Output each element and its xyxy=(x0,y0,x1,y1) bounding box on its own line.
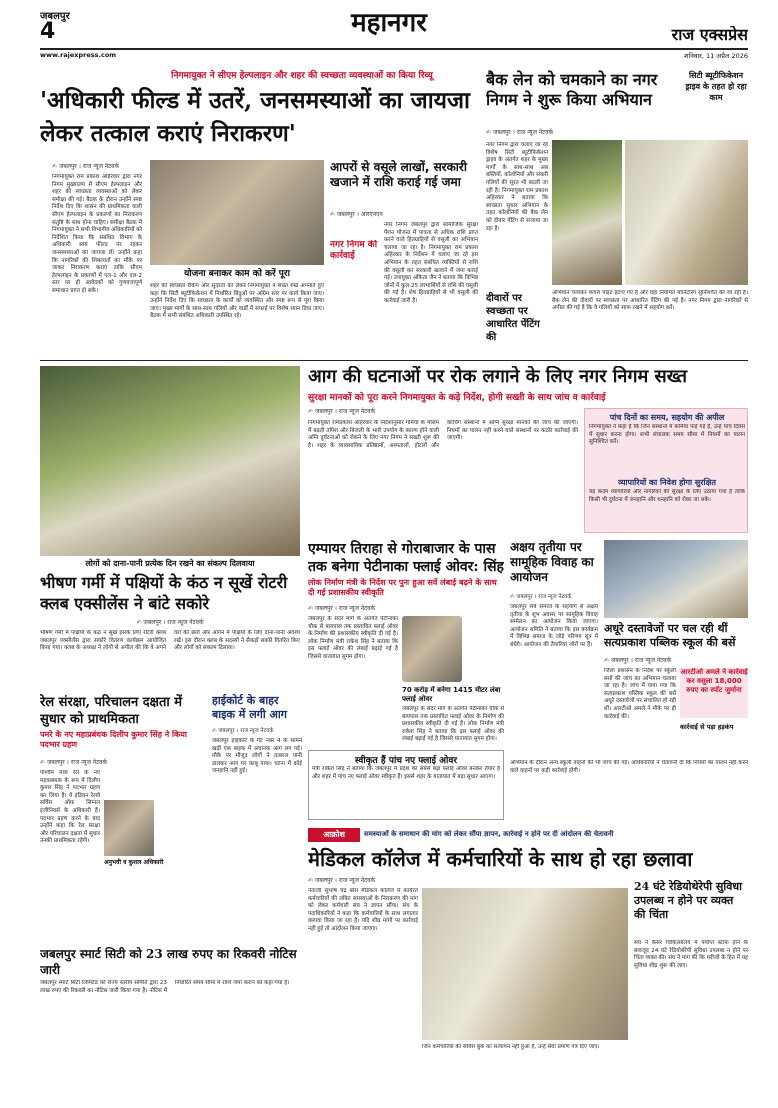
flyover-subhead: लोक निर्माण मंत्री के निर्देश पर पुनः हुआ सर्वे लंबाई बढ़ने के साथ दी गई प्रशासकीय स्वीकृति xyxy=(308,578,497,597)
lead-byline: ✍ जबलपुर । राज न्यूज नेटवर्क xyxy=(52,162,142,170)
wedding-byline: ✍ जबलपुर । राज न्यूज नेटवर्क xyxy=(510,592,598,600)
gm-caption: अनुभवी व कुशल अधिकारी xyxy=(104,859,164,866)
rail-body: पश्चिम मध्य रेल के नए महाप्रबंधक के रूप में दिलीप कुमार सिंह ने पदभार ग्रहण कर लिया है। वे इंडियन रेलवे सर्विस ऑफ सिग्नल इंजीनियर्स के अधिकारी हैं। पदभार ग्रहण करने के बाद उन्होंने कहा कि रेल संरक्षा और परिचालन दक्षता में सुधार उनकी प्राथमिकता रहेगी। xyxy=(40,770,100,845)
school-subhead-body: अभियान के दौरान अन्य स्कूली वाहनों की भी जांच की गई। अधिकारियों ने चेतावनी दी कि नियमों का पालन नहीं करने वाले वाहनों पर कड़ी कार्रवाई होगी। xyxy=(510,760,748,774)
birds-byline: ✍ जबलपुर । राज न्यूज नेटवर्क xyxy=(40,618,300,626)
minister-portrait xyxy=(402,616,462,682)
fire-box2-title: व्यापारियों का निवेश होगा सुरक्षित xyxy=(618,478,716,487)
gm-portrait xyxy=(104,800,154,856)
lead-caption-body: शहर की स्वच्छता रैंकिंग और सुंदरता को लेकर निगमायुक्त ने सख्त रुख अपनाते हुए कहा कि सिटी ब्यूटीफिकेशन में निर्धारित बिंदुओं पर अग्रिम स्तर पर कार्य किया जाए। उन्होंने निर्देश दिए कि स्वच्छता के कार्यों को व्यवस्थित और स्पष्ट रूप से पूरा किया जाए। मुख्य मार्गों के साथ-साथ गलियों और वार्डों में सफाई पर विशेष ध्यान दिया जाए। बैठक में सभी संबंधित अधिकारी उपस्थित रहे। xyxy=(150,283,324,320)
school-bus-photo xyxy=(604,540,748,618)
highcourt-headline: हाईकोर्ट के बाहर बाइक में लगी आग xyxy=(212,694,287,721)
highcourt-body: जबलपुर हाईकोर्ट के गेट नंबर 4 के सामने खड़ी एक बाइक में अचानक आग लग गई। मौके पर मौजूद लोगों ने तत्काल पानी डालकर आग पर काबू पाया। घटना में कोई जनहानि नहीं हुई। xyxy=(212,738,302,775)
medical-kicker-label: आक्रोश xyxy=(308,828,360,842)
tax-sidebar-label: नगर निगम की कार्रवाई xyxy=(330,240,378,261)
fire-box2-body: यह कदम व्यापारियों और नागरिकों की सुरक्षा के लिए उठाया गया है ताकि किसी भी दुर्घटना में जनहानि और धनहानि को रोका जा सके। xyxy=(589,489,745,503)
medical-body: नेताजी सुभाष चंद्र बोस मेडिकल कॉलेज में कार्यरत कर्मचारियों की लंबित समस्याओं के निराकरण की मांग को लेकर कर्मचारी संघ ने ज्ञापन सौंपा। संघ के पदाधिकारियों ने कहा कि कर्मचारियों के साथ लगातार छलावा किया जा रहा है। यदि शीघ्र मांगों पर कार्रवाई नहीं हुई तो आंदोलन किया जाएगा। xyxy=(308,888,418,932)
backlane-body: नगर निगम द्वारा चलाए जा रहे विशेष सिटी ब्यूटीफिकेशन ड्राइव के अंतर्गत शहर के मुख्य मार्गों के साथ-साथ अब बस्तियों, कॉलोनियों और संकरी गलियों की सूरत भी बदली जा रही है। निगमायुक्त राम प्रकाश अहिरवार ने बताया कि स्वच्छता सुधार अभियान के तहत कॉलोनियों की बैक लेन को दीवार पेंटिंग से सजाया जा रहा है। xyxy=(486,142,548,232)
medical-headline: मेडिकल कॉलेज में कर्मचारियों के साथ हो रहा छलावा xyxy=(308,847,693,871)
rail-subhead: पमरे के नए महाप्रबंधक दिलीप कुमार सिंह ने किया पदभार ग्रहण xyxy=(40,730,187,749)
lead-photo-caption: योजना बनाकर काम को करें पूरा xyxy=(184,269,290,279)
fire-info-box xyxy=(584,408,748,533)
backlane-photo-lane xyxy=(625,140,748,285)
medical-byline: ✍ जबलपुर । राज न्यूज नेटवर्क xyxy=(308,876,508,884)
school-byline: ✍ जबलपुर । राज न्यूज नेटवर्क xyxy=(604,656,748,664)
section-title: महानगर xyxy=(351,8,427,38)
tax-body: नगर निगम जबलपुर द्वारा सामाजिक सुरक्षा पेंशन योजना में पात्रता से अधिक राशि प्राप्त करने वाले हितग्राहियों से वसूली का अभियान चलाया जा रहा है। निगमायुक्त राम प्रकाश अहिरवार के निर्देशन में चलाए जा रहे इस अभियान के तहत संबंधित व्यक्तियों से राशि की वसूली कर सरकारी खजाने में जमा कराई गई। उपायुक्त अंकिता जैन ने बताया कि विभिन्न जोनों में कुल 25 लाभार्थियों से राशि की वसूली की गई है। शेष हितग्राहियों से भी वसूली की कार्रवाई जारी है। xyxy=(384,222,478,304)
fire-byline: ✍ जबलपुर । राज न्यूज नेटवर्क xyxy=(308,407,458,415)
lead-headline: 'अधिकारी फील्ड में उतरें, जनसमस्याओं का जायजा लेकर तत्काल कराएं निराकरण' xyxy=(40,87,471,147)
flyover-highlight: 70 करोड़ में बनेगा 1415 मीटर लंबा फ्लाई ओवर xyxy=(402,686,501,703)
tax-byline: ✍ जबलपुर । आरएनएन xyxy=(330,210,478,218)
lead-meeting-photo xyxy=(150,160,324,265)
radio-body: संघ ने कैंसर चिकित्सालय में पर्याप्त स्टाफ होने के बावजूद 24 घंटे रेडियोथेरेपी सुविधा उपलब्ध न होने पर चिंता व्यक्त की। संघ ने मांग की कि मरीजों के हित में यह सुविधा शीघ्र शुरू की जाए। xyxy=(634,940,748,969)
lead-kicker: निगमायुक्त ने सीएम हेल्पलाइन और शहर की स्वच्छता व्यवस्थाओं का किया रिव्यू xyxy=(171,71,433,81)
birds-headline: भीषण गर्मी में पक्षियों के कंठ न सूखें रोटरी क्लब एक्सीलेंस ने बांटे सकोरे xyxy=(40,573,288,613)
school-body: जिला प्रशासन के निर्देश पर स्कूली बसों की जांच का अभियान चलाया जा रहा है। जांच में पाया गया कि सत्यप्रकाश पब्लिक स्कूल की बसें अधूरे दस्तावेजों पर संचालित हो रही थीं। आरटीओ अमले ने मौके पर ही कार्रवाई की। xyxy=(604,668,676,720)
school-callout: आरटीओ अमले ने कार्रवाई कर वसूला 18,000 रुपए का स्पॉट जुर्माना xyxy=(680,668,748,718)
fire-box-body: निगमायुक्त ने कहा है कि जिन संस्थानों में कमियां पाई गई हैं, उन्हें पांच दिवस में सुधार करना होगा। सभी संचालक समय सीमा में नियमों का पालन सुनिश्चित करें। xyxy=(589,424,745,446)
medical-protest-photo xyxy=(422,888,628,1040)
smartcity-body: जबलपुर स्मार्ट सिटी लिमिटेड को राज्य स्तरीय समिति द्वारा 23 लाख रुपए की रिकवरी का नोटिस जारी किया गया है। नोटिस में निर्धारित समय सीमा में राशि जमा कराने को कहा गया है। xyxy=(40,980,290,994)
fire-headline: आग की घटनाओं पर रोक लगाने के लिए नगर निगम सख्त xyxy=(308,366,688,387)
brand-logo: राज एक्सप्रेस xyxy=(671,26,748,44)
website-link[interactable]: www.rajexpress.com xyxy=(40,51,117,59)
fire-body: निगमायुक्त रामप्रकाश अहिरवार के निर्देशानुसार गर्मियों के मौसम में बढ़ती तपिश और बिजली के भारी उपयोग के कारण होने वाली अग्नि दुर्घटनाओं को रोकने के लिए नगर निगम ने सख्ती शुरू की है। शहर के व्यावसायिक प्रतिष्ठानों, अस्पतालों, होटलों और कोचिंग संस्थानों में अग्नि सुरक्षा मानकों की जांच की जाएगी। नियमों का पालन नहीं करने वाले संस्थानों पर कठोर कार्रवाई की जाएगी। xyxy=(308,420,578,449)
wedding-headline: अक्षय तृतीया पर सामूहिक विवाह का आयोजन xyxy=(510,540,594,584)
medical-kicker: समस्याओं के समाधान की मांग को लेकर सौंपा ज्ञापन, कार्रवाई न होने पर दी आंदोलन की चेतावनी xyxy=(364,830,614,838)
flyover-box-title: स्वीकृत हैं पांच नए फ्लाई ओवर xyxy=(354,756,458,766)
flyover-box-body: मंत्री राकेश सिंह ने बताया कि जबलपुर में प्रदेश का सबसे बड़ा फ्लाई ओवर बनकर तैयार है और शहर में पांच नए फ्लाई ओवर स्वीकृत हैं। इससे शहर के यातायात में बड़ा सुधार आएगा। xyxy=(312,766,500,780)
backlane-side-tag: सिटी ब्यूटीफिकेशन ड्राइव के तहत हो रहा काम xyxy=(685,71,747,102)
masthead xyxy=(0,0,778,60)
backlane-photo-caption: अभियान चलाकर कचरा पॉइंट हटाए गए हैं और वहां नियमित मॉनिटरिंग सुनिश्चित की जा रही है। बैक लेन की दीवारों पर स्वच्छता पर आधारित पेंटिंग की गई है। नगर निगम द्वारा नागरिकों से अपील की गई है कि वे गलियों को साफ रखने में सहयोग करें। xyxy=(552,290,748,312)
backlane-byline: ✍ जबलपुर । राज न्यूज नेटवर्क xyxy=(486,128,746,136)
issue-date: शनिवार, 11 अप्रैल 2026 xyxy=(684,52,748,60)
flyover-body-2: जबलपुर के सदर मार्ग के अंतर्गत पेटीनाका चौक से बायपास तक प्रस्तावित फ्लाई ओवर के निर्माण की प्रशासकीय स्वीकृति दी गई है। लोक निर्माण मंत्री राकेश सिंह ने बताया कि इस फ्लाई ओवर की लंबाई बढ़ाई गई है जिससे यातायात सुगम होगा। xyxy=(402,706,504,743)
flyover-headline: एम्पायर तिराहा से गोराबाजार के पास तक बनेगा पेटीनाका फ्लाई ओवर: सिंह xyxy=(308,541,504,575)
radio-headline: 24 घंटे रेडियोथेरेपी सुविधा उपलब्ध न होने पर व्यक्त की चिंता xyxy=(634,880,742,921)
tax-headline: आपरों से वसूले लाखों, सरकारी खजाने में राशि कराई गई जमा xyxy=(330,160,467,189)
flyover-body: जबलपुर के सदर मार्ग के अंतर्गत पेटीनाका चौक से बायपास तक प्रस्तावित फ्लाई ओवर के निर्माण की प्रशासकीय स्वीकृति दी गई है। लोक निर्माण मंत्री राकेश सिंह ने बताया कि इस फ्लाई ओवर की लंबाई बढ़ाई गई है जिससे यातायात सुगम होगा। xyxy=(308,616,398,660)
page-number: 4 xyxy=(40,20,56,44)
birds-body: भीषण गर्मी में पक्षियों के कंठ न सूखें इसके लिए रोटरी क्लब जबलपुर एक्सीलेंस द्वारा सकोरे वितरण कार्यक्रम आयोजित किया गया। क्लब के अध्यक्ष ने लोगों से अपील की कि वे अपने घरों की छतों और आंगन में पक्षियों के लिए दाना-पानी अवश्य रखें। इस दौरान क्लब के सदस्यों ने सैकड़ों सकोरे वितरित किए और लोगों को संकल्प दिलाया। xyxy=(40,630,300,652)
backlane-headline: बैक लेन को चमकाने का नगर निगम ने शुरू किया अभियान xyxy=(486,70,658,109)
fire-box-title: पांच दिनों का समय, सहयोग की अपील xyxy=(609,413,725,422)
backlane-callout: दीवारों पर स्वच्छता पर आधारित पेंटिंग की xyxy=(486,293,540,343)
highcourt-byline: ✍ जबलपुर । राज न्यूज नेटवर्क xyxy=(212,726,302,734)
wedding-body: जबलपुर सर्व समाज के सहयोग से अक्षय तृतीया के शुभ अवसर पर सामूहिक विवाह सम्मेलन का आयोजन किया जाएगा। आयोजन समिति ने बताया कि इस कार्यक्रम में विभिन्न समाज के जोड़े परिणय सूत्र में बंधेंगे। आयोजन की तैयारियां जोरों पर हैं। xyxy=(510,604,598,648)
backlane-photo-mural xyxy=(552,140,622,285)
flyover-box xyxy=(308,750,504,820)
smartcity-headline: जबलपुर स्मार्ट सिटी को 23 लाख रुपए का रिकवरी नोटिस जारी xyxy=(40,947,297,977)
flyover-byline: ✍ जबलपुर । राज न्यूज नेटवर्क xyxy=(308,604,504,612)
fire-subhead: सुरक्षा मानकों को पूरा करने निगमायुक्त के कड़े निर्देश, होगी सख्ती के साथ जांच व कार्रवाई xyxy=(308,393,606,403)
city-label: जबलपुर xyxy=(40,11,70,22)
birds-event-photo xyxy=(40,366,300,556)
rail-headline: रेल संरक्षा, परिचालन दक्षता में सुधार को प्राथमिकता xyxy=(40,695,183,727)
rail-byline: ✍ जबलपुर । राज न्यूज नेटवर्क xyxy=(40,758,205,766)
birds-photo-caption: लोगों को दाना-पानी प्रत्येक दिन रखने का संकल्प दिलवाया xyxy=(85,559,255,568)
school-subhead: कार्रवाई से पड़ा हड़कंप xyxy=(680,723,734,731)
school-headline: अधूरे दस्तावेजों पर चल रही थीं सत्यप्रकाश पब्लिक स्कूल की बसें xyxy=(604,622,736,649)
medical-photo-caption: जिन कर्मचारियों की सर्विस बुक का सत्यापन नहीं हुआ है, उन्हें सेवा प्रमाण पत्र दिए जाएं। xyxy=(422,1044,600,1050)
lead-body: निगमायुक्त राम प्रकाश अहिरवार द्वारा नगर निगम मुख्यालय में सीएम हेल्पलाइन और शहर की स्वच्छता व्यवस्थाओं को लेकर समीक्षा की गई। बैठक के दौरान उन्होंने स्पष्ट निर्देश दिए कि शासन की प्राथमिकता वाली सीएम हेल्पलाइन के प्रकरणों का निराकरण संतुष्टि के साथ होना चाहिए। समीक्षा बैठक में निगमायुक्त ने सभी विभागीय अधिकारियों को निर्देशित किया कि संबंधित विभाग के अधिकारी स्वयं फील्ड पर रहकर जनसमस्याओं का जायजा लें। उन्होंने कहा कि नागरिकों की शिकायतों का मौके पर जाकर निराकरण कराएं ताकि सीएम हेल्पलाइन के प्रकरणों में एल-1 और एल-2 स्तर पर ही आवेदकों को गुणवत्तापूर्ण समाधान प्राप्त हो सके। xyxy=(52,174,142,294)
